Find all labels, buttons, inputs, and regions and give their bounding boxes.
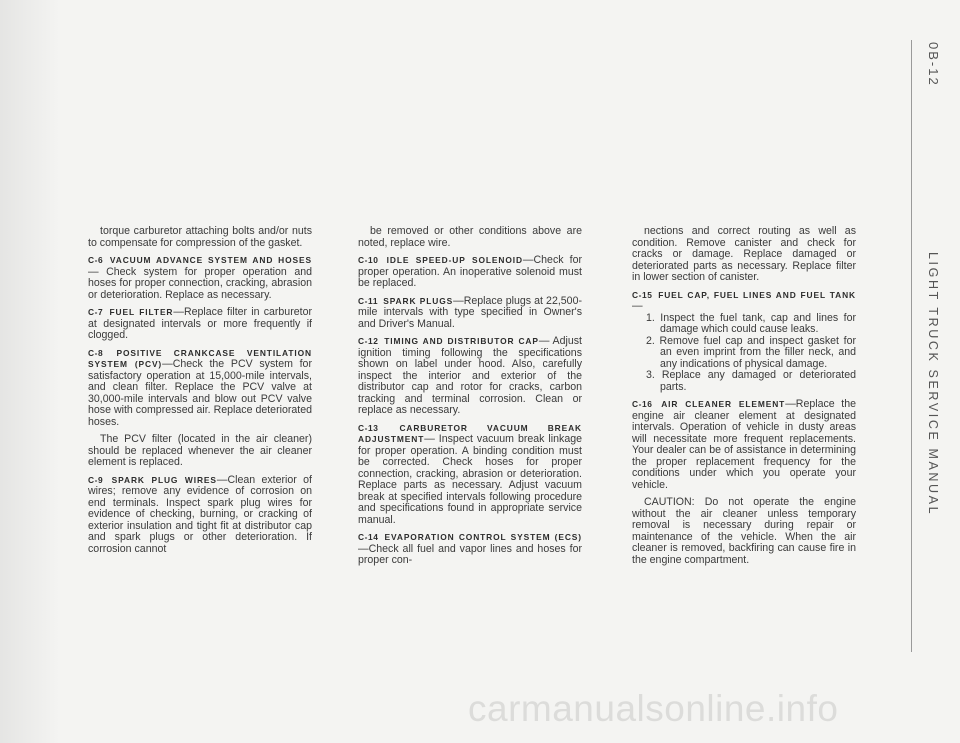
item-code: C-11 xyxy=(358,295,379,306)
page-number: 0B-12 xyxy=(926,42,941,87)
item-code: C-14 xyxy=(358,532,379,542)
c15-step-list xyxy=(632,313,856,394)
margin-rule xyxy=(911,40,912,652)
item-text: —Check all fuel and vapor lines and hoses for proper con- xyxy=(358,542,582,566)
paragraph-intro-2: be removed or other conditions above are noted, replace wire. xyxy=(358,225,582,249)
paragraph-intro-3: nections and correct routing as well as condition. Remove canister and check for cracks or damage. Replace damaged or deteriorated parts as necessary. Replace filter in lower section of canister. xyxy=(632,225,856,283)
item-heading: IDLE SPEED-UP SOLENOID xyxy=(386,255,523,265)
item-c9 xyxy=(88,475,312,556)
item-text: —Clean exterior of wires; remove any evidence of corrosion on end terminals. Inspect spark plug wires for evidence of checking, burning, or cracking of exterior insulation and tight fit at distributor cap and spark plugs or other deterioration. If corrosion cannot xyxy=(88,473,312,555)
list-item: 1. Inspect the fuel tank, cap and lines for damage which could cause leaks. xyxy=(646,311,856,335)
item-code: C-10 xyxy=(358,255,379,265)
item-heading: SPARK PLUG WIRES xyxy=(111,474,217,485)
item-c8 xyxy=(88,348,312,429)
item-c7 xyxy=(88,307,312,342)
item-code: C-15 xyxy=(632,289,653,300)
item-text: — Inspect vacuum break linkage for proper operation. A binding condition must be corrected. Check hoses for proper connection, cracking, abrasion or deterioration. Replace parts as necessary. Adjust vacuum break at specified intervals following procedure and specifications found in appropriate service manual. xyxy=(358,433,582,526)
item-c12 xyxy=(358,336,582,417)
item-code: C-9 xyxy=(88,474,104,485)
list-item: 3. Replace any damaged or deteriorated parts. xyxy=(646,369,856,393)
text-column-2 xyxy=(358,226,582,573)
item-heading: FUEL FILTER xyxy=(109,307,174,317)
item-code: C-12 xyxy=(358,336,379,346)
page-edge-shadow xyxy=(0,0,60,743)
manual-title: LIGHT TRUCK SERVICE MANUAL xyxy=(926,252,940,517)
item-heading: AIR CLEANER ELEMENT xyxy=(661,399,786,409)
item-c8-note: The PCV filter (located in the air cleaner) should be replaced whenever the air cleaner element is replaced. xyxy=(88,433,312,468)
item-code: C-16 xyxy=(632,399,653,409)
watermark-text: carmanualsonline.info xyxy=(468,688,839,729)
item-c13 xyxy=(358,423,582,527)
item-text: —Replace plugs at 22,500-mile intervals with type specified in Owner's and Driver's Manual. xyxy=(358,294,582,330)
item-c10 xyxy=(358,255,582,290)
item-text: — Adjust ignition timing following the specifications shown on label under hood. Also, carefully inspect the interior and exterior of the distributor cap and rotor for cracks, carbon tracking and terminal corrosion. Clean or replace as necessary. xyxy=(358,335,582,416)
item-c16 xyxy=(632,399,856,491)
item-c15 xyxy=(632,290,856,313)
item-c6 xyxy=(88,255,312,301)
item-text: — Check system for proper operation and hoses for proper connection, cracking, abrasion or deterioration. Replace as necessary. xyxy=(88,265,312,301)
item-heading: FUEL CAP, FUEL LINES AND FUEL TANK xyxy=(658,289,856,300)
paragraph-intro-1: torque carburetor attaching bolts and/or nuts to compensate for compression of the gasket. xyxy=(88,225,312,249)
item-heading: CARBURETOR VACUUM BREAK ADJUSTMENT xyxy=(358,422,582,444)
item-heading: SPARK PLUGS xyxy=(383,295,454,306)
item-code: C-7 xyxy=(88,307,104,317)
item-c14 xyxy=(358,532,582,567)
item-text: —Replace filter in carburetor at designated intervals or more frequently if clogged. xyxy=(88,306,312,341)
item-code: C-6 xyxy=(88,255,104,265)
caution-note: CAUTION: Do not operate the engine without the air cleaner unless temporary removal is necessary during repair or maintenance of the vehicle. When the air cleaner is removed, backfiring can cause fire in the engine compartment. xyxy=(632,496,856,566)
text-column-1 xyxy=(88,226,312,561)
item-c11 xyxy=(358,296,582,331)
item-text: —Check the PCV system for satisfactory operation at 15,000-mile intervals, and clean filter. Replace the PCV valve at 30,000-mile intervals and blow out PCV valve hose with compressed air. Replace deteriorated hoses. xyxy=(88,358,312,428)
item-text: —Replace the engine air cleaner element at designated intervals. Operation of vehicle in dusty areas will necessitate more frequent replacements. Your dealer can be of assistance in determining the proper replacement frequency for the conditions under which you operate your vehicle. xyxy=(632,398,857,491)
item-code: C-13 xyxy=(358,422,379,433)
item-heading: EVAPORATION CONTROL SYSTEM (ECS) xyxy=(384,532,582,542)
item-text: — xyxy=(632,300,643,312)
side-margin xyxy=(914,0,954,743)
item-heading: TIMING AND DISTRIBUTOR CAP xyxy=(384,336,539,346)
text-column-3 xyxy=(632,226,856,572)
list-item: 2. Remove fuel cap and inspect gasket for an even imprint from the filler neck, and any indications of physical damage. xyxy=(646,334,856,370)
item-code: C-8 xyxy=(88,347,104,358)
item-heading: VACUUM ADVANCE SYSTEM AND HOSES xyxy=(109,255,312,265)
item-text: —Check for proper operation. An inoperative solenoid must be replaced. xyxy=(358,254,583,289)
item-heading: POSITIVE CRANKCASE VENTILATION SYSTEM (PCV) xyxy=(88,347,312,369)
